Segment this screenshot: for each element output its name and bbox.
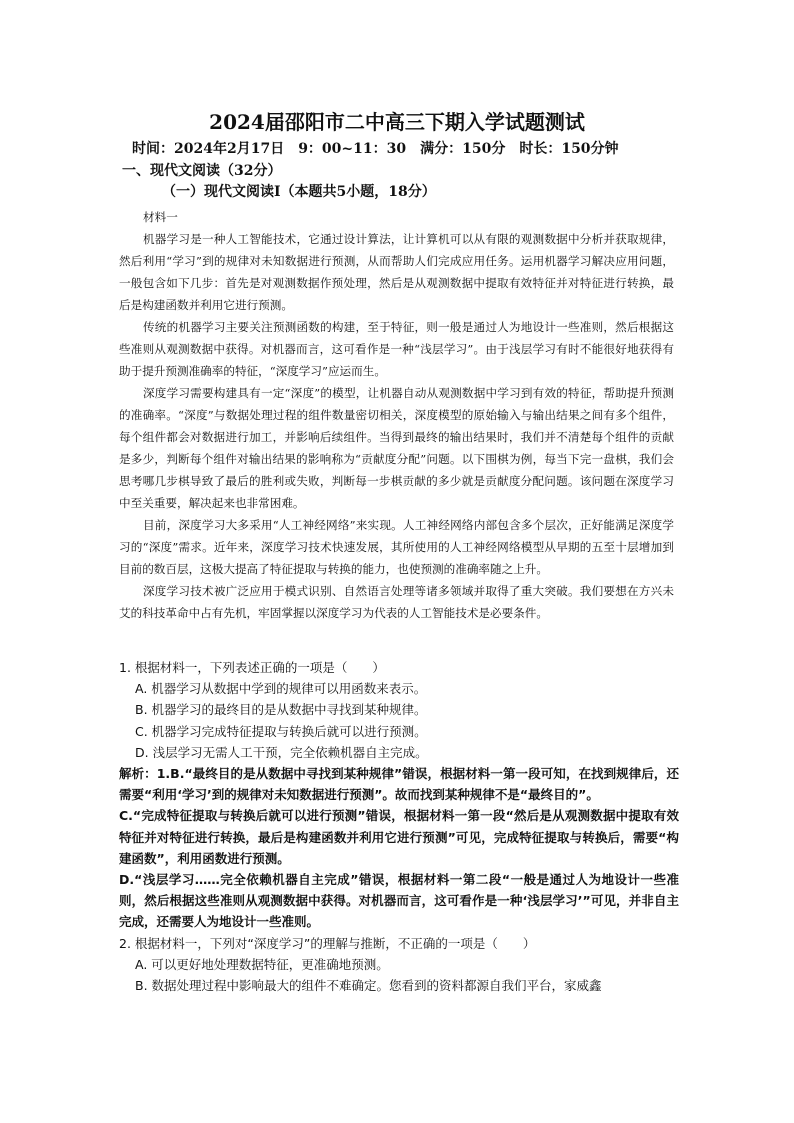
answer-analysis: C.“完成特征提取与转换后就可以进行预测”错误，根据材料一第一段“然后是从观测数据中提取有效特征并对特征进行转换，最后是构建函数并利用它进行预测”可见，完成特征提取与转换后，需要“构建函数”，利用函数进行预测。 <box>119 808 679 866</box>
passage-paragraph: 深度学习需要构建具有一定“深度”的模型，让机器自动从观测数据中学习到有效的特征，帮助提升预测的准确率。“深度”与数据处理过程的组件数量密切相关，深度模型的原始输入与输出结果之间有多个组件，每个组件都会对数据进行加工，并影响后续组件。当得到最终的输出结果时，我们并不清楚每个组件的贡献是多少，判断每个组件对输出结果的影响称为“贡献度分配”问题。以下围棋为例，每当下完一盘棋，我们会思考哪几步棋导致了最后的胜利或失败，判断每一步棋贡献的多少就是贡献度分配问题。该问题在深度学习中至关重要，解决起来也非常困难。 <box>119 386 674 510</box>
question-option: D. 浅层学习无需人工干预，完全依赖机器自主完成。 <box>135 744 428 760</box>
passage-paragraph: 机器学习是一种人工智能技术，它通过设计算法，让计算机可以从有限的观测数据中分析并获取规律，然后利用“学习”到的规律对未知数据进行预测，从而帮助人们完成应用任务。运用机器学习解决应用问题，一般包含如下几步：首先是对观测数据作预处理，然后是从观测数据中提取有效特征并对特征进行转换，最后是构建函数并利用它进行预测。 <box>119 232 674 312</box>
question-stem: 1. 根据材料一，下列表述正确的一项是（ ） <box>119 660 385 675</box>
passage-paragraph: 传统的机器学习主要关注预测函数的构建，至于特征，则一般是通过人为地设计一些准则，然后根据这些准则从观测数据中获得。对机器而言，这可看作是一种“浅层学习”。由于浅层学习有时不能很好地获得有助于提升预测准确率的特征，“深度学习”应运而生。 <box>119 320 674 378</box>
section-heading: 一、现代文阅读（32分） <box>122 163 282 179</box>
questions-block <box>119 657 679 996</box>
answer-analysis: 解析：1.B.“最终目的是从数据中寻找到某种规律”错误，根据材料一第一段可知，在找到规律后，还需要“利用‘学习’到的规律对未知数据进行预测”。故而找到某种规律不是“最终目的”。 <box>119 766 679 803</box>
question-option: B. 数据处理过程中影响最大的组件不难确定。您看到的资料都源自我们平台，家威鑫 <box>135 978 602 994</box>
subsection-heading: （一）现代文阅读Ⅰ（本题共5小题，18分） <box>162 184 436 200</box>
exam-info: 时间：2024年2月17日 9：00~11：30 满分：150分 时长：150分钟 <box>132 141 619 157</box>
material-label: 材料一 <box>143 210 178 224</box>
question-option: B. 机器学习的最终目的是从数据中寻找到某种规律。 <box>135 702 427 718</box>
passage-paragraph: 目前，深度学习大多采用“人工神经网络”来实现。人工神经网络内部包含多个层次，正好能满足深度学习的“深度”需求。近年来，深度学习技术快速发展，其所使用的人工神经网络模型从早期的五至十层增加到目前的数百层，这极大提高了特征提取与转换的能力，也使预测的准确率随之上升。 <box>119 518 674 576</box>
passage-paragraph: 深度学习技术被广泛应用于模式识别、自然语言处理等诸多领域并取得了重大突破。我们要想在方兴未艾的科技革命中占有先机，牢固掌握以深度学习为代表的人工智能技术是必要条件。 <box>119 584 674 620</box>
question-stem: 2. 根据材料一，下列对“深度学习”的理解与推断，不正确的一项是（ ） <box>119 935 536 951</box>
question-option: A. 机器学习从数据中学到的规律可以用函数来表示。 <box>135 681 427 697</box>
page-title: 2024届邵阳市二中高三下期入学试题测试 <box>209 110 585 134</box>
answer-analysis: D.“浅层学习……完全依赖机器自主完成”错误，根据材料一第二段“一般是通过人为地设计一些准则，然后根据这些准则从观测数据中获得。对机器而言，这可看作是一种‘浅层学习’”可见，并非自主完成，还需要人为地设计一些准则。 <box>119 872 679 930</box>
reading-passage <box>119 206 674 624</box>
question-option: A. 可以更好地处理数据特征，更准确地预测。 <box>135 956 389 972</box>
question-option: C. 机器学习完成特征提取与转换后就可以进行预测。 <box>135 723 427 739</box>
